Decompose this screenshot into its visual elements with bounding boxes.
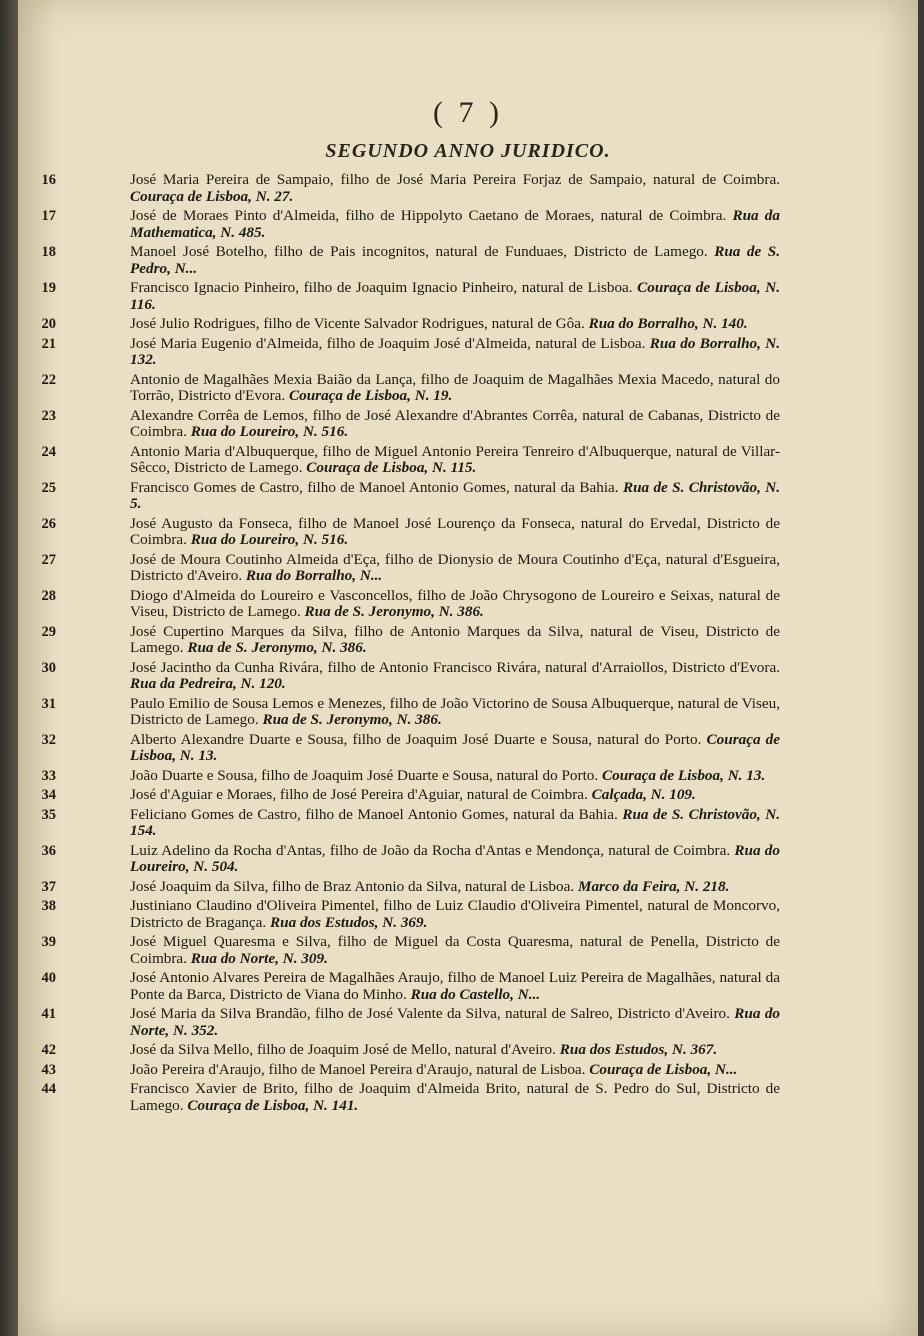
entry-address: Rua de S. Jeronymo, N. 386. xyxy=(187,639,367,656)
entry-address: Rua do Castello, N... xyxy=(410,985,541,1003)
document-page xyxy=(18,0,918,1336)
list-item xyxy=(41,730,781,765)
entry-number: 25 xyxy=(41,479,56,496)
entry-number: 21 xyxy=(41,335,56,352)
list-item xyxy=(41,969,780,1003)
entry-number: 31 xyxy=(41,695,56,712)
entry-text xyxy=(130,879,780,896)
list-item xyxy=(41,207,780,241)
entry-address: Rua da Pedreira, N. 120. xyxy=(130,675,286,692)
entry-number: 40 xyxy=(41,970,56,986)
entry-address: Rua de S. Jeronymo, N. 386. xyxy=(262,711,442,728)
entry-address: Rua do Borralho, N... xyxy=(245,567,383,584)
entry-address: Rua do Borralho, N. 140. xyxy=(588,315,748,332)
entry-text xyxy=(130,172,780,205)
entry-text xyxy=(130,843,780,876)
entry-text xyxy=(130,1006,780,1039)
entry-address: Rua do Loureiro, N. 516. xyxy=(190,423,349,440)
entry-number: 27 xyxy=(41,551,56,568)
list-item xyxy=(41,171,780,205)
entry-number: 17 xyxy=(41,208,56,224)
entry-text xyxy=(130,732,780,765)
entry-description: José Maria Eugenio d'Almeida, filho de Joaquim José d'Almeida, natural de Lisboa. xyxy=(130,334,650,352)
entry-description: José Cupertino Marques da Silva, filho de Antonio Marques da Silva, natural de Viseu, Districto de Lamego. xyxy=(130,622,780,656)
list-item xyxy=(41,658,780,693)
entry-number: 24 xyxy=(41,443,56,460)
entry-address: Couraça de Lisboa, N. 141. xyxy=(187,1096,359,1114)
entry-description: Antonio de Magalhães Mexia Baião da Lança, filho de Joaquim de Magalhães Mexia Macedo, natural do Torrão, Districto d'Evora. xyxy=(130,370,780,404)
list-item xyxy=(41,1041,780,1059)
entry-description: Justiniano Claudino d'Oliveira Pimentel, filho de Luiz Claudio d'Oliveira Pimentel, natural de Moncorvo, Districto de Bragança. xyxy=(130,897,780,931)
entry-text xyxy=(130,1062,780,1079)
entry-address: Rua do Norte, N. 309. xyxy=(190,949,328,967)
list-item xyxy=(41,586,780,621)
list-item xyxy=(41,550,780,585)
entry-text xyxy=(130,1081,780,1114)
list-item xyxy=(41,243,780,277)
entry-description: José de Moraes Pinto d'Almeida, filho de Hippolyto Caetano de Moraes, natural de Coimbra. xyxy=(130,207,733,224)
entry-description: Antonio Maria d'Albuquerque, filho de Miguel Antonio Pereira Tenreiro d'Albuquerque, natural de Villar-Sêcco, Districto de Lamego. xyxy=(130,442,780,476)
entry-address: Rua de S. Christovão, N. 5. xyxy=(130,478,780,512)
list-item xyxy=(41,694,780,729)
entry-text xyxy=(130,336,780,369)
entry-address: Couraça de Lisboa, N. 19. xyxy=(289,387,453,404)
list-item xyxy=(41,766,780,785)
entry-text xyxy=(130,372,780,405)
section-heading: SEGUNDO ANNO JURIDICO. xyxy=(325,140,611,162)
list-item xyxy=(41,877,780,896)
entry-number: 37 xyxy=(41,878,56,895)
entry-address: Couraça de Lisboa, N. 116. xyxy=(130,279,780,313)
entry-text xyxy=(130,934,780,967)
entry-number: 18 xyxy=(41,244,56,260)
entry-address: Rua de S. Pedro, N... xyxy=(130,243,780,277)
list-item xyxy=(41,622,780,657)
entry-text xyxy=(130,970,780,1003)
list-item xyxy=(41,514,780,549)
list-item xyxy=(41,334,780,369)
entry-number: 39 xyxy=(41,934,56,950)
entry-text xyxy=(130,696,780,729)
entry-address: Couraça de Lisboa, N... xyxy=(589,1060,738,1078)
list-item xyxy=(41,442,780,477)
list-item xyxy=(41,370,780,405)
entry-number: 29 xyxy=(41,623,56,640)
entry-address: Rua de S. Christovão, N. 154. xyxy=(130,805,781,839)
list-item xyxy=(41,406,780,441)
list-item xyxy=(41,897,780,931)
list-item xyxy=(41,933,780,967)
entry-text xyxy=(130,787,780,804)
list-item xyxy=(41,805,781,840)
entry-number: 35 xyxy=(41,806,56,823)
entry-text xyxy=(130,316,780,333)
entry-description: Paulo Emilio de Sousa Lemos e Menezes, filho de João Victorino de Sousa Albuquerque, natural de Viseu, Districto de Lamego. xyxy=(130,694,780,728)
entry-text xyxy=(130,408,780,441)
list-item xyxy=(41,1005,781,1039)
list-item xyxy=(41,1060,780,1079)
entry-text xyxy=(130,624,780,657)
entry-address: Rua dos Estudos, N. 369. xyxy=(270,913,428,931)
entry-description: José Maria da Silva Brandão, filho de José Valente da Silva, natural de Salreo, Districto d'Aveiro. xyxy=(130,1005,735,1022)
entry-description: José Jacintho da Cunha Rivára, filho de Antonio Francisco Rivára, natural d'Arraiollos, Districto d'Evora. xyxy=(130,658,780,676)
entry-text xyxy=(130,480,780,513)
entry-description: Feliciano Gomes de Castro, filho de Manoel Antonio Gomes, natural da Bahia. xyxy=(130,805,623,823)
entry-number: 20 xyxy=(41,316,56,332)
entry-text xyxy=(130,768,780,785)
entry-description: José Julio Rodrigues, filho de Vicente Salvador Rodrigues, natural de Gôa. xyxy=(130,315,589,332)
list-item xyxy=(41,279,780,313)
entry-description: José Miguel Quaresma e Silva, filho de Miguel da Costa Quaresma, natural de Penella, Districto de Coimbra. xyxy=(130,933,780,967)
entry-text xyxy=(130,1042,780,1059)
entry-description: Alberto Alexandre Duarte e Sousa, filho de Joaquim José Duarte e Sousa, natural do Porto. xyxy=(130,730,707,748)
entry-description: Francisco Xavier de Brito, filho de Joaquim d'Almeida Brito, natural de S. Pedro do Sul, Districto de Lamego. xyxy=(130,1080,780,1114)
entry-number: 34 xyxy=(41,787,56,803)
list-item xyxy=(41,841,780,876)
entry-description: Francisco Ignacio Pinheiro, filho de Joaquim Ignacio Pinheiro, natural de Lisboa. xyxy=(130,279,638,296)
list-item xyxy=(41,478,780,513)
entry-number: 42 xyxy=(41,1042,56,1058)
entry-text xyxy=(130,552,780,585)
entry-address: Rua do Norte, N. 352. xyxy=(130,1005,781,1039)
entry-description: José Maria Pereira de Sampaio, filho de José Maria Pereira Forjaz de Sampaio, natural de Coimbra. xyxy=(130,171,780,188)
entry-address: Marco da Feira, N. 218. xyxy=(577,877,730,895)
entry-text xyxy=(130,280,780,313)
entry-text xyxy=(130,244,780,277)
entry-number: 36 xyxy=(41,842,56,859)
entry-address: Couraça de Lisboa, N. 27. xyxy=(130,187,294,205)
entry-description: João Pereira d'Araujo, filho de Manoel Pereira d'Araujo, natural de Lisboa. xyxy=(130,1060,590,1078)
entry-description: Manoel José Botelho, filho de Pais incognitos, natural de Funduaes, Districto de Lamego. xyxy=(130,243,715,260)
entry-address: Rua dos Estudos, N. 367. xyxy=(559,1041,718,1058)
entry-text xyxy=(130,807,780,840)
entry-address: Rua do Borralho, N. 132. xyxy=(130,334,780,368)
list-item xyxy=(41,315,780,333)
entry-address: Rua de S. Jeronymo, N. 386. xyxy=(304,603,484,620)
entry-description: Luiz Adelino da Rocha d'Antas, filho de João da Rocha d'Antas e Mendonça, natural de Coimbra. xyxy=(130,841,735,859)
entry-number: 32 xyxy=(41,731,56,748)
book-binding xyxy=(0,0,18,1336)
entry-address: Rua do Loureiro, N. 516. xyxy=(190,531,349,548)
entry-number: 23 xyxy=(41,407,56,424)
entry-number: 43 xyxy=(41,1061,56,1078)
list-item xyxy=(41,1080,780,1114)
entry-text xyxy=(130,516,780,549)
entry-address: Rua do Loureiro, N. 504. xyxy=(130,841,780,875)
entry-number: 44 xyxy=(41,1081,56,1097)
list-item xyxy=(41,786,780,804)
entry-number: 30 xyxy=(41,659,56,676)
entry-description: Alexandre Corrêa de Lemos, filho de José Alexandre d'Abrantes Corrêa, natural de Cabanas, Districto de Coimbra. xyxy=(130,406,780,440)
entry-description: José Joaquim da Silva, filho de Braz Antonio da Silva, natural de Lisboa. xyxy=(130,877,578,895)
entry-description: Francisco Gomes de Castro, filho de Manoel Antonio Gomes, natural da Bahia. xyxy=(130,478,623,496)
entry-address: Couraça de Lisboa, N. 13. xyxy=(130,730,781,764)
entry-number: 19 xyxy=(41,280,56,296)
entry-text xyxy=(130,898,780,931)
entry-address: Couraça de Lisboa, N. 13. xyxy=(601,766,766,784)
entry-text xyxy=(130,208,780,241)
entry-description: José de Moura Coutinho Almeida d'Eça, filho de Dionysio de Moura Coutinho d'Eça, natural d'Esgueira, Districto d'Aveiro. xyxy=(130,550,780,584)
entry-description: José da Silva Mello, filho de Joaquim José de Mello, natural d'Aveiro. xyxy=(130,1041,560,1058)
entry-number: 22 xyxy=(41,371,56,388)
entry-number: 33 xyxy=(41,767,56,784)
student-list xyxy=(41,171,781,1117)
page-number: ( 7 ) xyxy=(433,96,503,129)
entry-number: 28 xyxy=(41,587,56,604)
entry-description: José Antonio Alvares Pereira de Magalhães Araujo, filho de Manoel Luiz Pereira de Magalhães, natural da Ponte da Barca, Districto de Viana do Minho. xyxy=(130,969,780,1003)
entry-text xyxy=(130,660,780,693)
entry-text xyxy=(130,588,780,621)
entry-description: Diogo d'Almeida do Loureiro e Vasconcellos, filho de João Chrysogono de Loureiro e Seixas, natural de Viseu, Districto de Lamego. xyxy=(130,586,780,620)
entry-address: Rua da Mathematica, N. 485. xyxy=(130,207,780,241)
entry-number: 41 xyxy=(41,1006,56,1022)
entry-number: 16 xyxy=(41,172,56,188)
entry-number: 38 xyxy=(41,898,56,914)
entry-address: Calçada, N. 109. xyxy=(591,786,696,803)
entry-description: João Duarte e Sousa, filho de Joaquim José Duarte e Sousa, natural do Porto. xyxy=(130,766,602,784)
entry-number: 26 xyxy=(41,515,56,532)
entry-text xyxy=(130,444,780,477)
entry-description: José d'Aguiar e Moraes, filho de José Pereira d'Aguiar, natural de Coimbra. xyxy=(130,786,592,803)
entry-description: José Augusto da Fonseca, filho de Manoel José Lourenço da Fonseca, natural do Ervedal, Districto de Coimbra. xyxy=(130,514,780,548)
entry-address: Couraça de Lisboa, N. 115. xyxy=(306,459,477,476)
